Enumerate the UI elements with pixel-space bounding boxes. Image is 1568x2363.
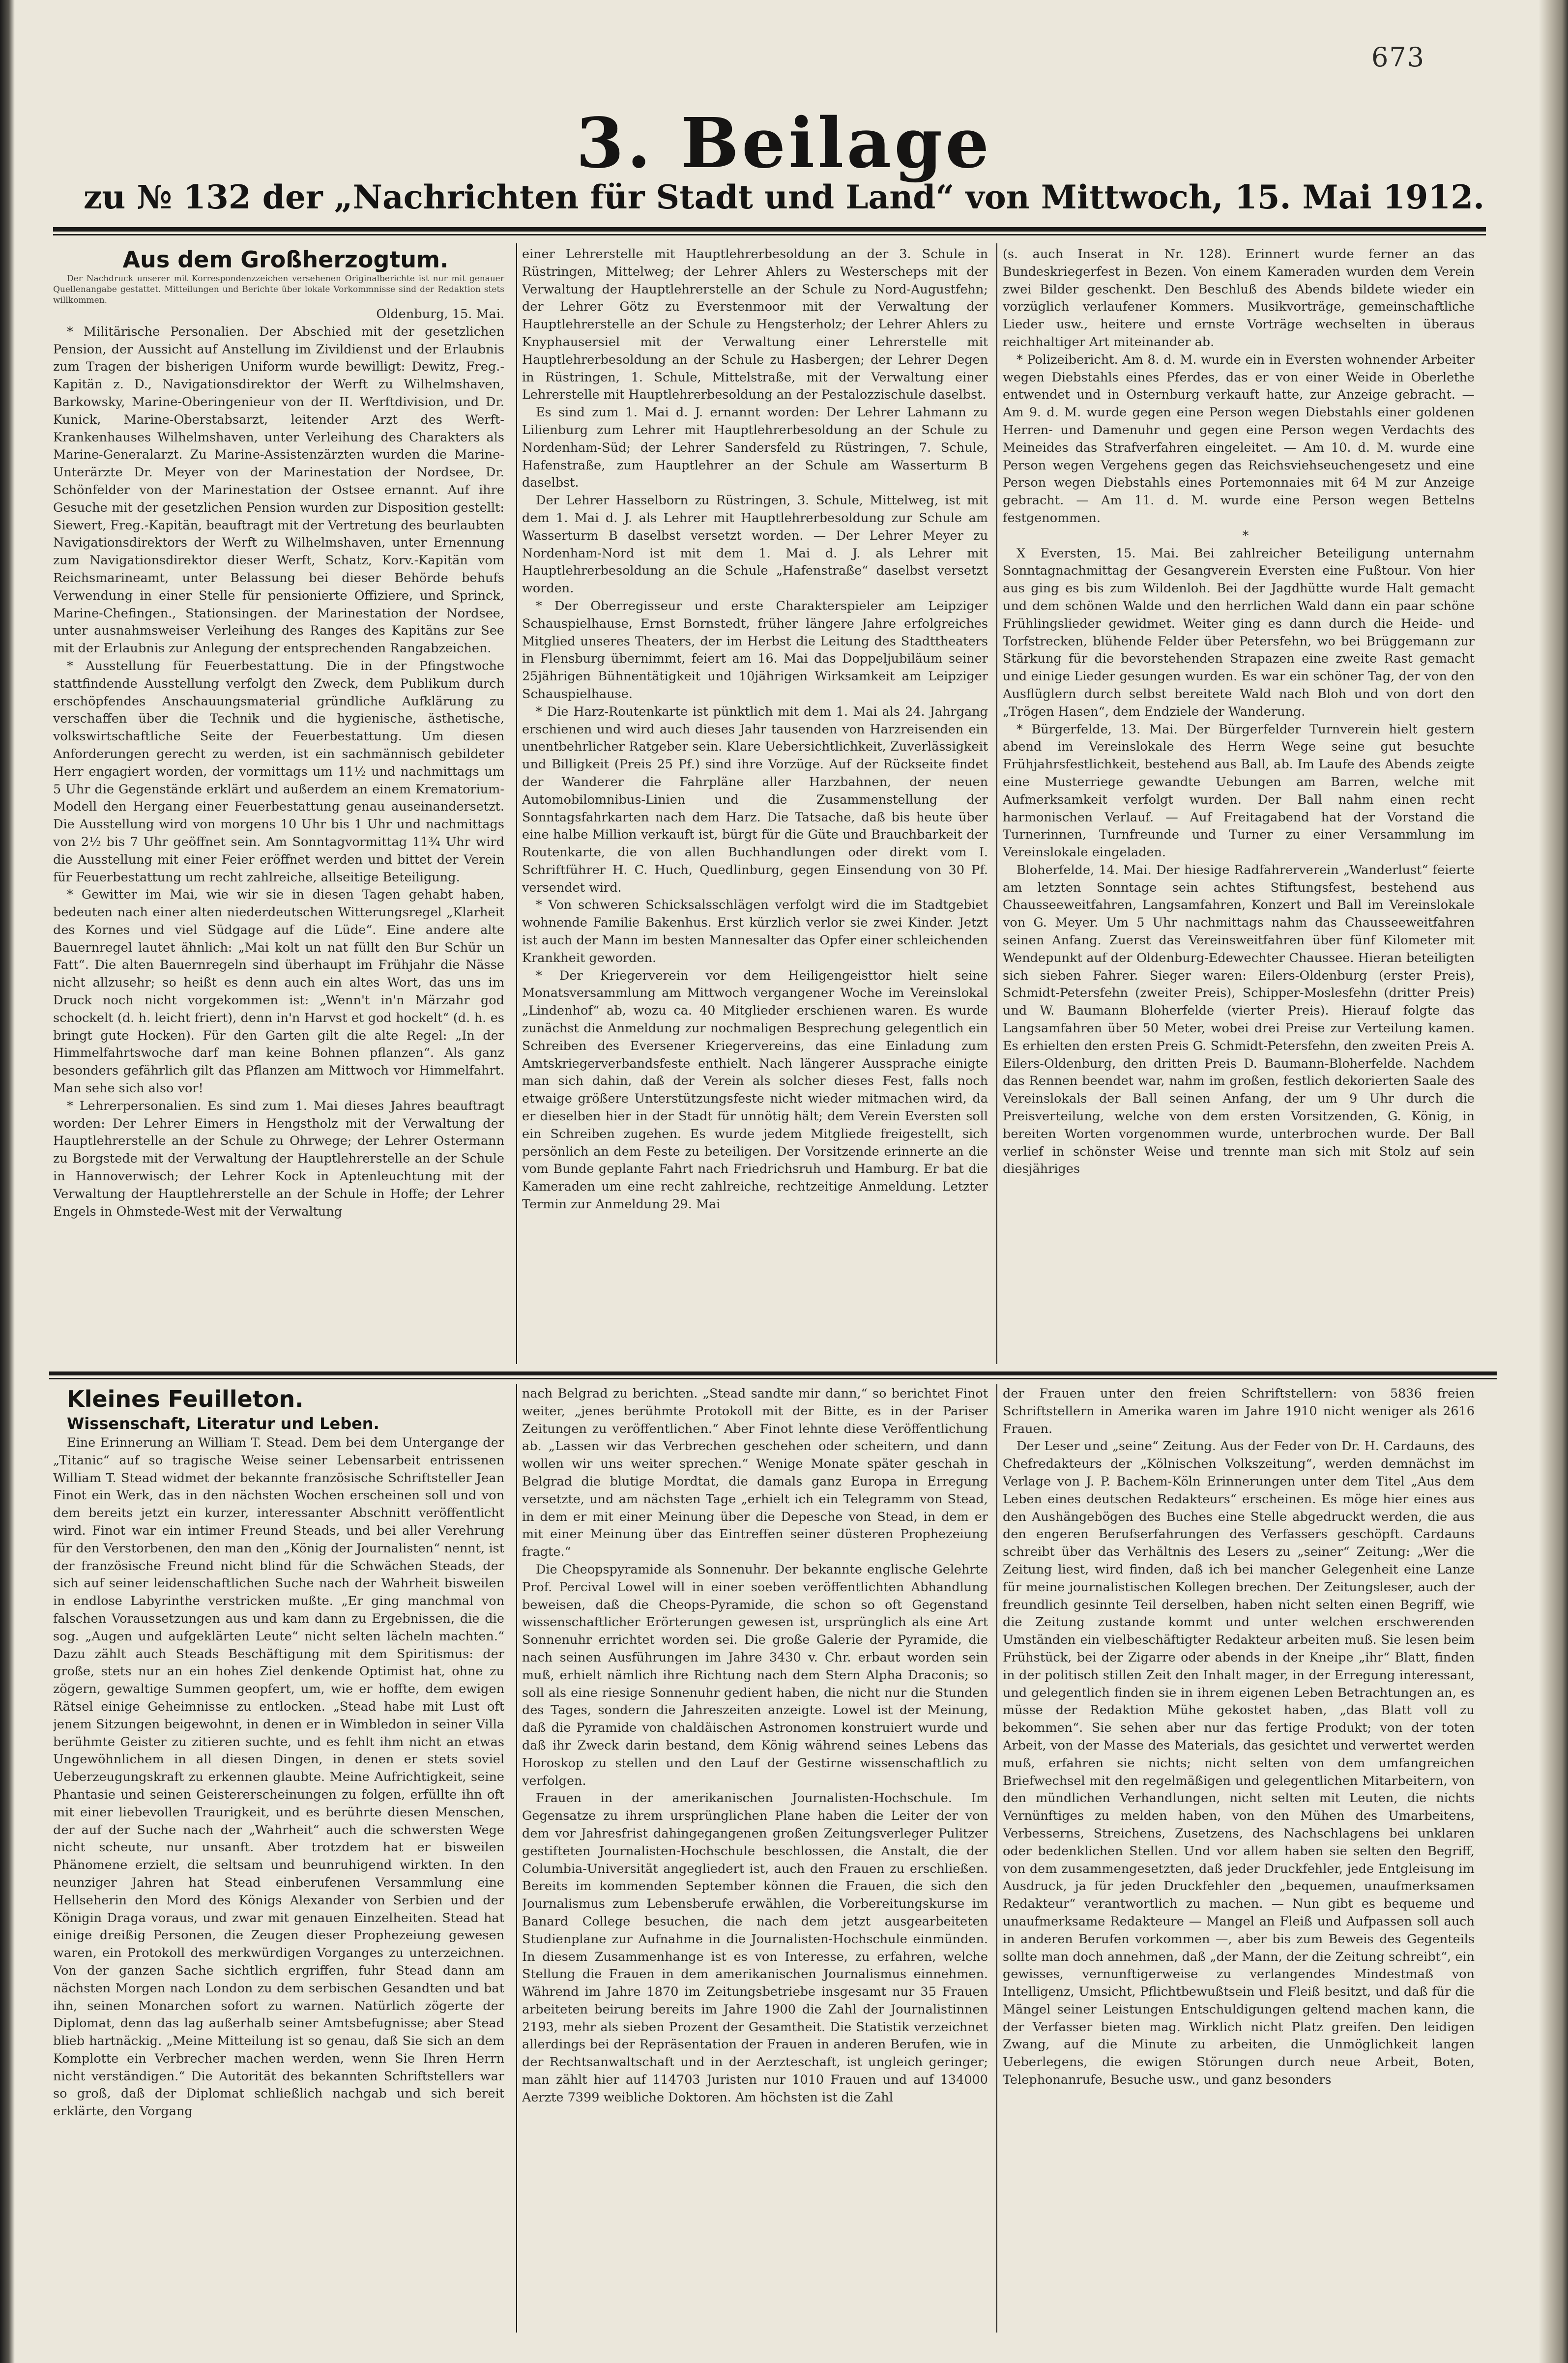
column-separator <box>516 243 517 1364</box>
article-women-journalism-cont: der Frauen unter den freien Schriftstellern: von 5836 freien Schriftstellern in Amerika waren im Jahre 1910 nicht weniger als 2616 Frauen. <box>1003 1386 1475 1436</box>
masthead-rule-thin <box>53 234 1486 235</box>
supplement-subtitle: zu № 132 der „Nachrichten für Stadt und Land“ von Mittwoch, 15. Mai 1912. <box>83 178 1485 216</box>
article-veterans-association-cont: (s. auch Inserat in Nr. 128). Erinnert wurde ferner an das Bundeskriegerfest in Bezen. Von einem Kameraden wurden dem Verein zwei Bilder geschenkt. Den Beschluß des Abends bildete wieder ein vorzüglich verlaufener Kommers. Musikvorträge, gemeinschaftliche Lieder usw., heitere und ernste Vorträge wechselten in überaus reichhaltiger Art miteinander ab. <box>1003 247 1475 350</box>
column-separator <box>996 243 997 1364</box>
column-separator <box>516 1384 517 2333</box>
scan-right-edge <box>1539 0 1568 2363</box>
column-5 <box>522 1385 988 2332</box>
article-teacher-appointments: Es sind zum 1. Mai d. J. ernannt worden: Der Lehrer Lahmann zu Lilienburg zum Lehrer mit Hauptlehrerbesoldung an der Schule zu Nordenham-Süd; der Lehrer Sandersfeld zu Rüstringen, 7. Schule, Hafenstraße, zum Hauptlehrer an der Schule am Wasserturm B daselbst. <box>522 405 988 491</box>
article-harz-route-map: * Die Harz-Routenkarte ist pünktlich mit dem 1. Mai als 24. Jahrgang erschienen und wird auch dieses Jahr tausenden von Harzreisenden ein unentbehrlicher Ratgeber sein. Klare Uebersichtlichkeit, Zuverlässigkeit und Billigkeit (Preis 25 Pf.) sind ihre Vorzüge. Auf der Rückseite findet der Wanderer die Fahrpläne aller Harzbahnen, der neuen Automobilomnibus-Linien und die Zusammenstellung der Sonntagsfahrkarten nach dem Harz. Die Tatsache, daß bis heute über eine halbe Million verkauft ist, bürgt für die Güte und Brauchbarkeit der Routenkarte, die von allen Buchhandlungen oder direkt vom I. Schriftführer H. C. Huch, Quedlinburg, gegen Einsendung von 30 Pf. versendet wird. <box>522 704 988 895</box>
feuilleton-rule-thin <box>49 1378 1497 1379</box>
column-2 <box>522 246 988 1364</box>
column-1 <box>53 246 504 1364</box>
article-family-misfortune: * Von schweren Schicksalsschlägen verfolgt wird die im Stadtgebiet wohnende Familie Bakenhus. Erst kürzlich verlor sie zwei Kinder. Jetzt ist auch der Mann im besten Mannesalter das Opfer einer schleichenden Krankheit geworden. <box>522 898 988 965</box>
scan-left-edge <box>0 0 15 2363</box>
article-may-thunderstorms: * Gewitter im Mai, wie wir sie in diesen Tagen gehabt haben, bedeuten nach einer alten niederdeutschen Witterungsregel „Klarheit des Kornes und viel Südgage auf die Lüde“. Eine andere alte Bauernregel lautet ähnlich: „Mai kolt un nat füllt den Bur Schür un Fatt“. Die alten Bauernregeln sind überhaupt im Frühjahr die Nässe nicht allzusehr; so heißt es denn auch ein altes Wort, das uns im Druck noch nicht vorgekommen ist: „Wenn't in'n Märzahr god schockelt (d. h. leicht friert), denn in'n Harvst et god hockelt“ (d. h. es bringt gute Hocken). Für den Garten gilt die alte Regel: „In der Himmelfahrtswoche darf man keine Bohnen pflanzen“. Als ganz besonders gefährlich gilt das Pflanzen am Mittwoch vor Himmelfahrt. Man sehe sich also vor! <box>53 887 504 1096</box>
article-stead-memory-cont: nach Belgrad zu berichten. „Stead sandte mir dann,“ so berichtet Finot weiter, „jenes berühmte Protokoll mit der Bitte, es in der Pariser Zeitungen zu veröffentlichen.“ Aber Finot lehnte diese Veröffentlichung ab. „Lassen wir das Verbrechen geschehen oder scheitern, und dann wollen wir uns weiter sprechen.“ Wenige Monate später geschah in Belgrad die blutige Mordtat, die damals ganz Europa in Erregung versetzte, und am nächsten Tage „erhielt ich ein Telegramm von Stead, in dem er mit einer Meinung über die Depesche von Stead, in dem er mit einer Meinung über das Eintreffen seiner düsteren Prophezeiung fragte.“ <box>522 1386 988 1560</box>
article-military-personnel: * Militärische Personalien. Der Abschied mit der gesetzlichen Pension, der Aussicht auf Anstellung im Zivildienst und der Erlaubnis zum Tragen der bisherigen Uniform wurde bewilligt: Dewitz, Freg.-Kapitän z. D., Navigationsdirektor der Werft zu Wilhelmshaven, Barkowsky, Marine-Oberingenieur von der II. Werftdivision, und Dr. Kunick, Marine-Oberstabsarzt, leitender Arzt des Werft-Krankenhauses Wilhelmshaven, unter Verleihung des Charakters als Marine-Generalarzt. Zu Marine-Assistenzärzten wurden die Marine-Unterärzte Dr. Meyer von der Marinestation der Nordsee, Dr. Schönfelder von der Marinestation der Ostsee ernannt. Auf ihre Gesuche mit der gesetzlichen Pension wurden zur Disposition gestellt: Siewert, Freg.-Kapitän, beauftragt mit der Vertretung des beurlaubten Navigationsdirektors der Werft zu Wilhelmshaven, unter Ernennung zum Navigationsdirektor dieser Werft, Schatz, Korv.-Kapitän vom Reichsmarineamt, unter Belassung bei dieser Behörde behufs Verwendung in einer Stelle für pensionierte Offiziere, und Sprinck, Marine-Chefingen., Stationsingen. der Marinestation der Nordsee, unter ausnahmsweiser Verleihung des Ranges des Kapitäns zur See mit der Erlaubnis zur Anlegung der entsprechenden Rangabzeichen. <box>53 324 504 656</box>
article-buergerfelde-gymnastics: * Bürgerfelde, 13. Mai. Der Bürgerfelder Turnverein hielt gestern abend im Vereinslokale des Herrn Wege seine gut besuchte Frühjahrsfestlichkeit, bestehend aus Ball, ab. Im Laufe des Abends zeigte eine Musterriege gewandte Uebungen am Barren, welche mit Aufmerksamkeit verfolgt wurden. Der Ball nahm einen recht harmonischen Verlauf. — Auf Freitagabend hat der Vorstand die Turnerinnen, Turnfreunde und Turner zu einer Versammlung im Vereinslokale eingeladen. <box>1003 722 1475 860</box>
article-bloherfelde-cycling: Bloherfelde, 14. Mai. Der hiesige Radfahrerverein „Wanderlust“ feierte am letzten Sonntage sein achtes Stiftungsfest, bestehend aus Chausseeweitfahren, Langsamfahren, Konzert und Ball im Vereinslokale von G. Meyer. Um 5 Uhr nachmittags nahm das Chausseeweitfahren seinen Anfang. Zuerst das Vereinsweitfahren über fünf Kilometer mit Wendepunkt auf der Oldenburg-Edewechter Chaussee. Hieran beteiligten sich sieben Fahrer. Sieger waren: Eilers-Oldenburg (erster Preis), Schmidt-Petersfehn (zweiter Preis), Schipper-Moslesfehn (dritter Preis) und W. Baumann Bloherfelde (vierter Preis). Hierauf folgte das Langsamfahren über 50 Meter, wobei drei Preise zur Verteilung kamen. Es erhielten den ersten Preis G. Schmidt-Petersfehn, den zweiten Preis A. Eilers-Oldenburg, den dritten Preis D. Baumann-Bloherfelde. Nachdem das Rennen beendet war, nahm im großen, festlich dekorierten Saale des Vereinslokals der Ball seinen Anfang, der um 9 Uhr durch die Preisverteilung, welche von dem ersten Vorsitzenden, G. König, in bereiten Worten vorgenommen wurde, unterbrochen wurde. Der Ball verlief in schönster Weise und trennte man sich mit Stolz auf sein diesjähriges <box>1003 862 1475 1177</box>
column-4 <box>53 1385 504 2332</box>
article-eversten-choir: X Eversten, 15. Mai. Bei zahlreicher Beteiligung unternahm Sonntagnachmittag der Gesangverein Eversten eine Fußtour. Von hier aus ging es bis zum Wildenloh. Bei der Jagdhütte wurde Halt gemacht und dem schönen Walde und den herrlichen Wald dann ein paar schöne Frühlingslieder gewidmet. Weiter ging es dann durch die Heide- und Torfstrecken, blühende Felder über Petersfehn, wo bei Brüggemann zur Stärkung für die bevorstehenden Strapazen eine zweite Rast gemacht und einige Lieder gesungen wurden. Es war ein schöner Tag, der von den Ausflüglern durch selbst bereitete Wald nach Bloh und von dort den „Trögen Hasen“, dem Endziele der Wanderung. <box>1003 546 1475 719</box>
column-3 <box>1003 246 1475 1364</box>
article-veterans-association: * Der Kriegerverein vor dem Heiligengeisttor hielt seine Monatsversammlung am Mittwoch vergangener Woche im Vereinslokal „Lindenhof“ ab, wozu ca. 40 Mitglieder erschienen waren. Es wurde zunächst die Anmeldung zur nochmaligen Besprechung gelegentlich ein Schreiben des Eversener Kriegervereins, das eine Einladung zum Amtskriegerverbandsfeste enthielt. Nach längerer Aussprache einigte man sich dahin, daß der Verein als solcher dieses Fest, falls noch etwaige größere Unterstützungsfeste nicht wieder mitmachen wird, da er dieselben hier in der Stadt für unnötig hält; dem Verein Eversten soll ein Schreiben zugehen. Es wurde jedem Mitgliede freigestellt, sich persönlich an dem Feste zu beteiligen. Der Vorsitzende erinnerte an die vom Bunde geplante Fahrt nach Friedrichsruh und Hamburg. Er bat die Kameraden um eine recht zahlreiche, rechtzeitige Anmeldung. Letzter Termin zur Anmeldung 29. Mai <box>522 968 988 1212</box>
article-theatre-jubilee: * Der Oberregisseur und erste Charakterspieler am Leipziger Schauspielhause, Ernst Bornstedt, früher längere Jahre erfolgreiches Mitglied unseres Theaters, der im Herbst die Leitung des Stadttheaters in Flensburg übernimmt, feiert am 16. Mai das Doppeljubiläum seiner 25jährigen Bühnentätigkeit und 10jährigen Wirksamkeit am Leipziger Schauspielhause. <box>522 598 988 701</box>
article-reader-and-newspaper: Der Leser und „seine“ Zeitung. Aus der Feder von Dr. H. Cardauns, des Chefredakteurs der „Kölnischen Volkszeitung“, werden demnächst im Verlage von J. P. Bachem-Köln Erinnerungen unter dem Titel „Aus dem Leben eines deutschen Redakteurs“ erscheinen. Es möge hier eines aus den Aushängebögen des Buches eine Stelle abgedruckt werden, die aus den engeren Berufserfahrungen des Verfassers geschöpft. Cardauns schreibt über das Verhältnis des Lesers zu „seiner“ Zeitung: „Wer die Zeitung liest, wird finden, daß ich bei mancher Gelegenheit eine Lanze für meine journalistischen Kollegen brechen. Der Zeitungsleser, auch der freundlich gesinnte Teil derselben, haben nicht selten einen Begriff, wie die Zeitung zustande kommt und unter welchen erschwerenden Umständen ein vielbeschäftigter Redakteur arbeiten muß. Sie lesen beim Frühstück, bei der Zigarre oder abends in der Kneipe „ihr“ Blatt, finden in der politisch stillen Zeit den Inhalt mager, in der Erregung interessant, und gelegentlich finden sie in ihrem eigenen Leben Betrachtungen an, es müsse der Redaktion Mühe gekostet haben, „das Blatt voll zu bekommen“. Sie sehen aber nur das fertige Produkt; von der toten Arbeit, von der Masse des Materials, das gesichtet und verwertet werden muß, erfahren sie nichts; nicht selten von dem umfangreichen Briefwechsel mit den regelmäßigen und gelegentlichen Mitarbeitern, von den mündlichen Verhandlungen, nicht selten mit Leuten, die nichts Vernünftiges zu melden haben, von den Mühen des Umarbeitens, Verbesserns, Streichens, Zusetzens, des Nachschlagens bei unklaren oder bedenklichen Stellen. Und vor allem haben sie selten den Begriff, von dem zusammengesetzten, daß jeder Druckfehler, jede Entgleisung im Ausdruck, ja für jeden Druckfehler den „bequemen, unaufmerksamen Redakteur“ verantwortlich zu machen. — Nun gibt es bequeme und unaufmerksame Redakteure — Mangel an Fleiß und Aufpassen soll auch in anderen Berufen vorkommen —, aber bis zum Beweis des Gegenteils sollte man doch annehmen, daß „der Mann, der die Zeitung schreibt“, ein gewisses, vernunftigerweise zu verlangendes Mindestmaß von Intelligenz, Umsicht, Pflichtbewußtsein und Fleiß besitzt, und daß für die Mängel seiner Leistungen Entschuldigungen geltend machen kann, die der Verfasser bieten mag. Wirklich nicht Platz greifen. Den leidigen Zwang, auf die Minute zu arbeiten, die Unmöglichkeit langen Ueberlegens, die ewigen Störungen durch neue Arbeit, Boten, Telephonanrufe, Besuche usw., und ganz besonders <box>1003 1439 1475 2088</box>
article-women-journalism-school: Frauen in der amerikanischen Journalisten-Hochschule. Im Gegensatze zu ihrem ursprünglichen Plane haben die Leiter der von dem vor Jahresfrist dahingegangenen großen Zeitungsverleger Pulitzer gestifteten Journalisten-Hochschule beschlossen, die Anstalt, die der Columbia-Universität angegliedert ist, auch den Frauen zu erschließen. Bereits im kommenden September können die Frauen, die sich den Journalismus zum Lebensberufe erwählen, die Vorbereitungskurse im Banard College besuchen, die nach dem jetzt ausgearbeiteten Studienplane zur Aufnahme in die Journalisten-Hochschule einmünden. In diesem Zusammenhange ist es von Interesse, zu erfahren, welche Stellung die Frauen in dem amerikanischen Journalismus einnehmen. Während im Jahre 1870 im Zeitungsbetriebe insgesamt nur 35 Frauen arbeiteten beirung bereits im Jahre 1900 die Zahl der Journalistinnen 2193, mehr als sieben Prozent der Gesamtheit. Die Statistik verzeichnet allerdings bei der Repräsentation der Frauen in anderen Berufen, wie in der Rechtsanwaltschaft und in der Aerzteschaft, ist ungleich geringer; man zählt hier auf 114703 Juristen nur 1010 Frauen und auf 134000 Aerzte 7399 weibliche Doktoren. Am höchsten ist die Zahl <box>522 1791 988 2105</box>
article-stead-memory: Eine Erinnerung an William T. Stead. Dem bei dem Untergange der „Titanic“ auf so tragische Weise seiner Lebensarbeit entrissenen William T. Stead widmet der bekannte französische Schriftsteller Jean Finot ein Werk, das in den nächsten Wochen erscheinen soll und von dem bereits jetzt ein kurzer, interessanter Abschnitt veröffentlicht wird. Finot war ein intimer Freund Steads, und bei aller Verehrung für den Verstorbenen, den man den „König der Journalisten“ nennt, ist der französische Freund nicht blind für die Schwächen Steads, der sich auf seiner leidenschaftlichen Suche nach der Wahrheit bisweilen in endlose Labyrinthe verstricken mußte. „Er ging manchmal von falschen Voraussetzungen aus und kam dann zu Ergebnissen, die die sog. „Augen und aufgeklärten Leute“ nicht selten lächeln machten.“ Dazu zählt auch Steads Beschäftigung mit dem Spiritismus: der große, stets nur an ein hohes Ziel denkende Optimist hat, ohne zu zögern, gewaltige Summen geopfert, um, wie er hoffte, dem ewigen Rätsel einige Geheimnisse zu entlocken. „Stead habe mit Lust oft jenem Sitzungen beigewohnt, in denen er in Wimbledon in seiner Villa berühmte Geister zu zitieren suchte, und es fehlt ihm nicht an etwas Ungewöhnlichem in all diesen Dingen, in denen er stets soviel Ueberzeugungskraft zu erkennen glaubte. Meine Aufrichtigkeit, seine Phantasie und seinen Geistererscheinungen zu folgen, erfüllte ihn oft mit einer liebevollen Traurigkeit, und es berührte diesen Menschen, der auf der Suche nach der „Wahrheit“ auch die schwersten Wege nicht scheute, nur unsanft. Aber trotzdem hat er bisweilen Phänomene erzielt, die seltsam und beunruhigend wirkten. In den neunziger Jahren hat Stead einberufenen Versammlung eine Hellseherin den Mord des Königs Alexander von Serbien und der Königin Draga voraus, und zwar mit genauen Einzelheiten. Stead hat einige dreißig Personen, die Zeugen dieser Prophezeiung gewesen waren, ein Protokoll des merkwürdigen Vorganges zu unterzeichnen. Von der ganzen Sache sichtlich ergriffen, fuhr Stead dann am nächsten Morgen nach London zu dem serbischen Gesandten und bat ihn, seinen Monarchen sofort zu warnen. Natürlich zögerte der Diplomat, denn das lag außerhalb seiner Amtsbefugnisse; aber Stead blieb hartnäckig. „Meine Mitteilung ist so genau, daß Sie sich an dem Komplotte ein Verbrecher machen werden, wenn Sie Ihren Herrn nicht verständigen.“ Die Autorität des bekannten Schriftstellers war so groß, daß der Diplomat schließlich nachgab und sich bereit erklärte, den Vorgang <box>53 1435 504 2119</box>
column-6 <box>1003 1385 1475 2332</box>
article-cheops-sundial: Die Cheopspyramide als Sonnenuhr. Der bekannte englische Gelehrte Prof. Percival Lowel will in einer soeben veröffentlichten Abhandlung beweisen, daß die Cheops-Pyramide, die schon so oft Gegenstand wissenschaftlicher Erörterungen gewesen ist, ursprünglich als eine Art Sonnenuhr errichtet worden sei. Die große Galerie der Pyramide, die nach seinen Ausführungen im Jahre 3430 v. Chr. erbaut worden sein muß, erhielt nämlich ihre Richtung nach dem Stern Alpha Draconis; so soll als eine riesige Sonnenuhr gedient haben, die nicht nur die Stunden des Tages, sondern die Jahreszeiten anzeigte. Lowel ist der Meinung, daß die Pyramide von chaldäischen Astronomen konstruiert wurde und daß ihr Zweck darin bestand, dem König während seines Lebens das Horoskop zu stellen und den Lauf der Gestirne wissenschaftlich zu verfolgen. <box>522 1562 988 1788</box>
masthead-rule-thick <box>53 227 1486 232</box>
feuilleton-subheading: Wissenschaft, Literatur und Leben. <box>67 1414 379 1433</box>
article-cremation-exhibition: * Ausstellung für Feuerbestattung. Die in der Pfingstwoche stattfindende Ausstellung verfolgt den Zweck, dem Publikum durch erschöpfendes Anschauungsmaterial gründliche Aufklärung zu verschaffen über die Technik und die hygienische, ästhetische, volkswirtschaftliche Seite der Feuerbestattung. Um diesen Anforderungen gerecht zu werden, ist ein sachmännisch gebildeter Herr engagiert worden, der vormittags um 11½ und nachmittags um 5 Uhr die Gegenstände erklärt und außerdem an einem Krematorium-Modell den Hergang einer Feuerbestattung genau auseinandersetzt. Die Ausstellung wird von morgens 10 Uhr bis 1 Uhr und nachmittags von 2½ bis 7 Uhr geöffnet sein. Am Sonntagvormittag 11¾ Uhr wird die Ausstellung mit einer Feier eröffnet werden und bittet der Verein für Feuerbestattung um recht zahlreiche, allseitige Beteiligung. <box>53 658 504 885</box>
section-heading-grossherzogtum: Aus dem Großherzogtum. <box>122 246 449 273</box>
reprint-notice: Der Nachdruck unserer mit Korrespondenzzeichen versehenen Originalberichte ist nur mit genauer Quellenangabe gestattet. Mitteilungen und Berichte über lokale Vorkommnisse sind der Redaktion stets willkommen. <box>53 274 504 305</box>
article-teacher-transfers: Der Lehrer Hasselborn zu Rüstringen, 3. Schule, Mittelweg, ist mit dem 1. Mai d. J. als Lehrer mit Hauptlehrerbesoldung zur Schule am Wasserturm B daselbst versetzt worden. — Der Lehrer Meyer zu Nordenham-Nord ist mit dem 1. Mai d. J. als Lehrer mit Hauptlehrerbesoldung an die Schule „Hafenstraße“ daselbst versetzt worden. <box>522 493 988 596</box>
supplement-title: 3. Beilage <box>576 103 992 184</box>
article-teacher-personnel: * Lehrerpersonalien. Es sind zum 1. Mai dieses Jahres beauftragt worden: Der Lehrer Eimers in Hengstholz mit der Verwaltung der Hauptlehrerstelle an der Schule zu Ohrwege; der Lehrer Ostermann zu Borgstede mit der Verwaltung der Hauptlehrerstelle an der Schule in Hannoverwisch; der Lehrer Kock in Aptenleuchtung mit der Verwaltung der Hauptlehrerstelle an der Schule in Hoffe; der Lehrer Engels in Ohmstede-West mit der Verwaltung <box>53 1098 504 1219</box>
feuilleton-heading: Kleines Feuilleton. <box>67 1386 304 1412</box>
feuilleton-rule-thick <box>49 1371 1497 1375</box>
separator-asterisk: * <box>1242 528 1249 543</box>
article-police-report: * Polizeibericht. Am 8. d. M. wurde ein in Eversten wohnender Arbeiter wegen Diebstahls eines Pferdes, das er von einer Weide in Oberlethe entwendet und in Osternburg verkauft hatte, zur Anzeige gebracht. — Am 9. d. M. wurde gegen eine Person wegen Diebstahls einer goldenen Herren- und Damenuhr und gegen eine Person wegen Verdachts des Meineides das Strafverfahren eingeleitet. — Am 10. d. M. wurde eine Person wegen Vergehens gegen das Reichsviehseuchengesetz und eine Person wegen Diebstahls eines Portemonnaies mit 64 M zur Anzeige gebracht. — Am 11. d. M. wurde eine Person wegen Bettelns festgenommen. <box>1003 352 1475 525</box>
page-number: 673 <box>1371 42 1425 73</box>
dateline-oldenburg: Oldenburg, 15. Mai. <box>376 307 504 321</box>
article-teacher-personnel-cont: einer Lehrerstelle mit Hauptlehrerbesoldung an der 3. Schule in Rüstringen, Mittelweg; der Lehrer Ahlers zu Westerscheps mit der Verwaltung der Hauptlehrerstelle an der Schule zu Nord-Augustfehn; der Lehrer Götz zu Everstenmoor mit der Verwaltung der Hauptlehrerstelle an der Schule zu Hengsterholz; der Lehrer Ahlers zu Knyphausersiel mit der Verwaltung einer Lehrerstelle mit Hauptlehrerbesoldung an der Schule zu Hasbergen; der Lehrer Degen in Rüstringen, 1. Schule, Mittelstraße, mit der Verwaltung einer Lehrerstelle mit Hauptlehrerbesoldung an der Pestalozzischule daselbst. <box>522 247 988 403</box>
column-separator <box>996 1384 997 2333</box>
